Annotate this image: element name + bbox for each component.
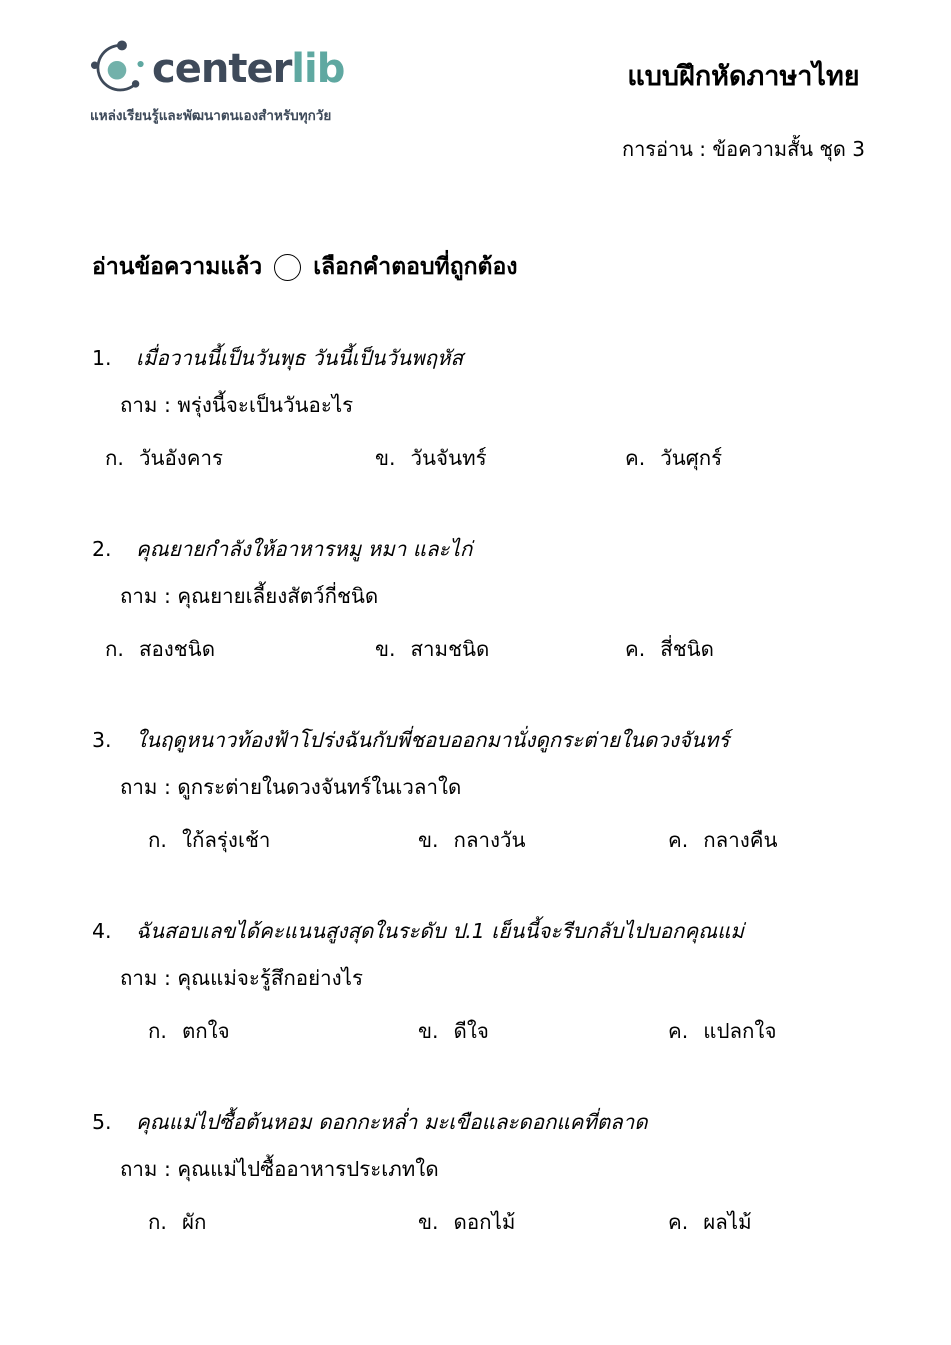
choice-label: ก. [105,637,124,661]
choice-text: แปลกใจ [703,1019,777,1043]
instruction-line [92,249,951,285]
question-prompt: ถาม : ดูกระต่ายในดวงจันทร์ในเวลาใด [120,775,462,799]
question-list [92,343,951,1237]
question-passage: คุณยายกำลังให้อาหารหมู หมา และไก่ [136,537,473,561]
question-number: 5. [92,1110,112,1134]
choice-label: ค. [668,828,689,852]
choice-label: ก. [148,828,167,852]
question-prompt: ถาม : คุณยายเลี้ยงสัตว์กี่ชนิด [120,584,379,608]
question-passage: คุณแม่ไปซื้อต้นหอม ดอกกะหล่ำ มะเขือและดอกแคที่ตลาด [136,1110,648,1134]
choice-text: สองชนิด [138,637,216,661]
choice-b [375,443,625,473]
question-prompt: ถาม : พรุ่งนี้จะเป็นวันอะไร [120,393,354,417]
choice-c [625,443,722,473]
choice-text: ผัก [181,1210,207,1234]
choice-text: กลางคืน [703,828,778,852]
choice-label: ข. [418,828,439,852]
question-3 [92,725,951,855]
question-5 [92,1107,951,1237]
choice-text: ดอกไม้ [453,1210,516,1234]
choice-b [418,1207,668,1237]
question-prompt: ถาม : คุณแม่ไปซื้ออาหารประเภทใด [120,1157,439,1181]
choice-b [375,634,625,664]
choice-text: วันศุกร์ [660,446,723,470]
choice-label: ข. [418,1019,439,1043]
question-head [92,725,951,755]
instruction-text-after: เลือกคำตอบที่ถูกต้อง [313,254,518,280]
instruction-text-before: อ่านข้อความแล้ว [92,254,263,280]
answer-row [148,1207,951,1237]
question-number: 2. [92,537,112,561]
choice-c [668,1207,752,1237]
choice-text: สามชนิด [410,637,490,661]
choice-text: วันอังคาร [138,446,224,470]
choice-label: ก. [148,1019,167,1043]
choice-label: ค. [668,1210,689,1234]
choice-label: ค. [625,637,646,661]
choice-text: วันจันทร์ [410,446,487,470]
choice-text: ตกใจ [181,1019,230,1043]
choice-label: ก. [148,1210,167,1234]
question-passage: ในฤดูหนาวท้องฟ้าโปร่งฉันกับพี่ชอบออกมานั่งดูกระต่ายในดวงจันทร์ [136,728,730,752]
question-head [92,534,951,564]
orbit-dots-logo-icon [86,38,148,100]
choice-a [105,443,375,473]
logo-wordmark [152,46,345,92]
question-number: 1. [92,346,112,370]
choice-a [148,1016,418,1046]
question-1 [92,343,951,473]
page-header [0,0,951,165]
choice-a [105,634,375,664]
choice-c [625,634,714,664]
choice-text: สี่ชนิด [660,637,714,661]
logo-tagline: แหล่งเรียนรู้และพัฒนาตนเองสำหรับทุกวัย [90,108,332,124]
choice-label: ค. [625,446,646,470]
choice-text: กลางวัน [453,828,526,852]
question-prompt: ถาม : คุณแม่จะรู้สึกอย่างไร [120,966,363,990]
choice-c [668,1016,776,1046]
logo-row [86,38,344,100]
answer-row [148,1016,951,1046]
answer-row [148,825,951,855]
choice-label: ก. [105,446,124,470]
question-head [92,343,951,373]
choice-text: ผลไม้ [703,1210,752,1234]
question-passage: ฉันสอบเลขได้คะแนนสูงสุดในระดับ ป.1 เย็นนี้จะรีบกลับไปบอกคุณแม่ [136,919,744,943]
page-title: แบบฝึกหัดภาษาไทย [627,61,860,92]
answer-row [105,634,951,664]
choice-label: ข. [375,637,396,661]
choice-label: ข. [418,1210,439,1234]
logo-word-lib: lib [291,46,345,92]
question-4 [92,916,951,1046]
question-head [92,916,951,946]
logo-word-center: center [152,46,292,92]
question-number: 3. [92,728,112,752]
choice-label: ข. [375,446,396,470]
choice-a [148,825,418,855]
question-2 [92,534,951,664]
answer-row [105,443,951,473]
choice-c [668,825,777,855]
choice-text: ดีใจ [453,1019,489,1043]
question-head [92,1107,951,1137]
choice-label: ค. [668,1019,689,1043]
centerlib-logo [86,38,344,126]
choice-b [418,1016,668,1046]
answer-circle-icon [274,254,301,281]
question-passage: เมื่อวานนี้เป็นวันพุธ วันนี้เป็นวันพฤหัส [136,346,464,370]
page-subtitle: การอ่าน : ข้อความสั้น ชุด 3 [621,137,865,161]
choice-b [418,825,668,855]
question-number: 4. [92,919,112,943]
choice-text: ใก้ลรุ่งเช้า [181,828,271,852]
title-block [622,38,865,165]
choice-a [148,1207,418,1237]
